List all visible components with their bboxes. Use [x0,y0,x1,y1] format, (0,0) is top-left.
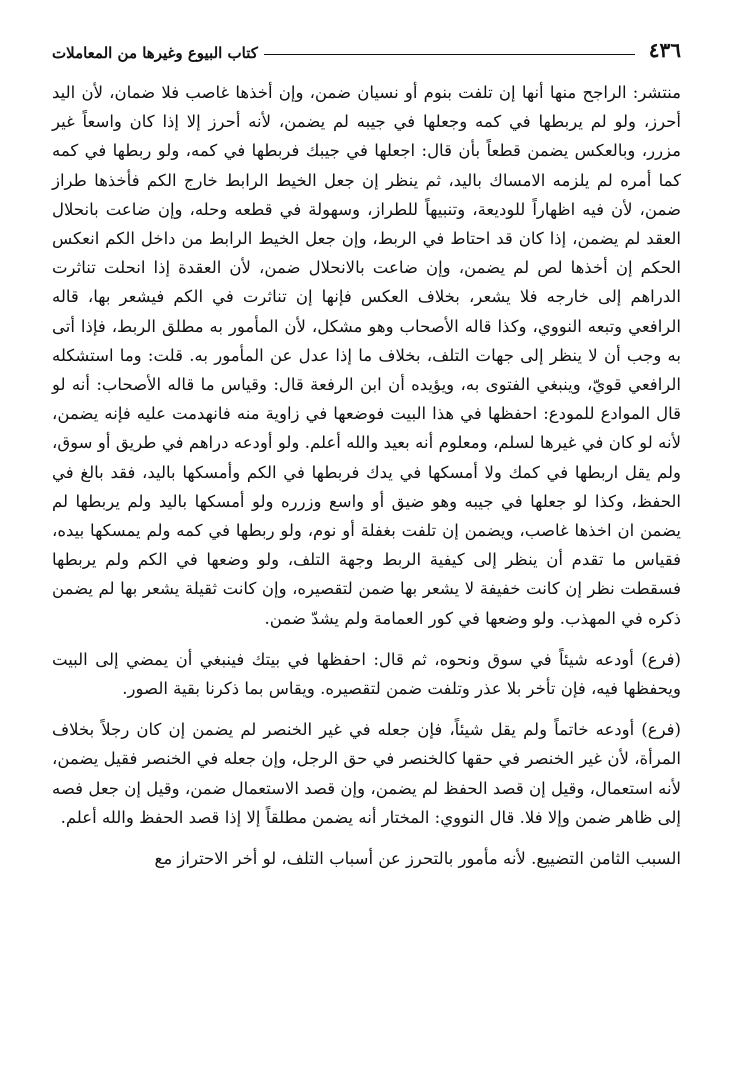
page-number: ٤٣٦ [648,38,681,62]
page-body [52,78,681,873]
paragraph-eighth-cause: السبب الثامن التضييع. لأنه مأمور بالتحرز عن أسباب التلف، لو أخر الاحتراز مع [154,849,681,869]
paragraph-branch-ring: (فرع) أودعه خاتماً ولم يقل شيئاً، فإن جعله في غير الخنصر لم يضمن إن كان رجلاً بخلاف المرأة، لأن غير الخنصر في حقها كالخنصر في حق الرجل، وإن جعله في الخنصر فقيل يضمن، لأنه استعمال، وقيل إن قصد الحفظ لم يضمن، وإن قصد الاستعمال ضمن، وقيل إن جعل فصه إلى ظاهر ضمن وإلا فلا. قال النووي: المختار أنه يضمن مطلقاً إلا إذا قصد الحفظ والله أعلم. [52,720,681,827]
paragraph-main: منتشر: الراجح منها أنها إن تلفت بنوم أو نسيان ضمن، وإن أخذها غاصب فلا ضمان، لأن اليد أحرز، ولو لم يربطها في كمه وجعلها في جيبه لم يضمن، لأنه أحرز إلا إذا كان واسعاً غير مزرر، وبالعكس يضمن قطعاً بأن قال: اجعلها في جيبك فربطها في كمه، ولو ربطها في كمه كما أمره لم يلزمه الامساك باليد، ثم ينظر إن جعل الخيط الرابط خارج الكم فأخذها طراز ضمن، لأن فيه اظهاراً للوديعة، وتنبيهاً للطراز، وسهولة في قطعه وحله، وإن ضاعت بانحلال العقد لم يضمن، إذا كان قد احتاط في الربط، وإن جعل الخيط الرابط من داخل الكم انعكس الحكم إن أخذها لص لم يضمن، وإن ضاعت بالانحلال ضمن، لأن العقدة إذا انحلت تناثرت الدراهم إلى خارجه فلا يشعر، بخلاف العكس فإنها إن تناثرت في الكم فيشعر بها، قاله الرافعي وتبعه النووي، وكذا قاله الأصحاب وهو مشكل، لأن المأمور به مطلق الربط، فإذا أتى به وجب أن لا ينظر إلى جهات التلف، بخلاف ما إذا عدل عن المأمور به. قلت: وما استشكله الرافعي قويّ، وينبغي الفتوى به، ويؤيده أن ابن الرفعة قال: وقياس ما قاله الأصحاب: أنه لو قال الموادع للمودع: احفظها في هذا البيت فوضعها في زاوية منه فانهدمت عليه فإنه يضمن، لأنه لو كان في غيرها لسلم، ومعلوم أنه بعيد والله أعلم. ولو أودعه دراهم في طريق أو سوق، ولم يقل اربطها في كمك ولا أمسكها في يدك فربطها في الكم وأمسكها باليد، فقد بالغ في الحفظ، وكذا لو جعلها في جيبه وهو ضيق أو واسع وزرره ولو أمسكها باليد ولم يربطها لم يضمن ان اخذها غاصب، ويضمن إن تلفت بغفلة أو نوم، ولو ربطها في كمه ولم يمسكها بيده، فقياس ما تقدم أن ينظر إلى كيفية الربط وجهة التلف، ولو وضعها في الكم ولم يربطها فسقطت نظر إن كانت خفيفة لا يشعر بها ضمن لتقصيره، وإن كانت ثقيلة يشعر بها لم يضمن ذكره في المهذب. ولو وضعها في كور العمامة ولم يشدّ ضمن. [52,83,681,628]
page-header [52,30,681,62]
header-rule [264,54,635,55]
paragraph-branch-market: (فرع) أودعه شيئاً في سوق ونحوه، ثم قال: احفظها في بيتك فينبغي أن يمضي إلى البيت ويحفظها فيه، فإن تأخر بلا عذر وتلفت ضمن لتقصيره. ويقاس بما ذكرنا بقية الصور. [52,649,681,699]
running-title: كتاب البيوع وغيرها من المعاملات [52,44,258,62]
